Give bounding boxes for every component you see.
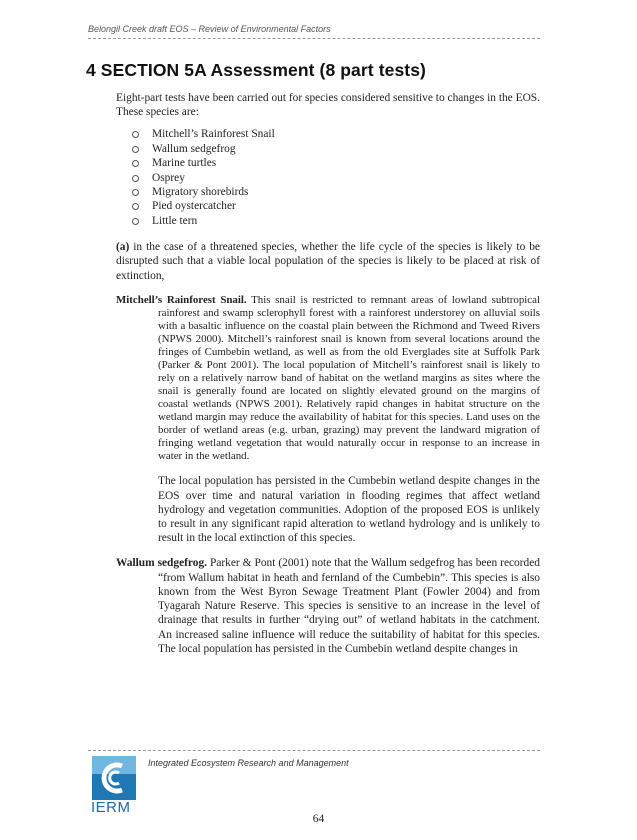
intro-paragraph: Eight-part tests have been carried out for species considered sensitive to changes in the EOS. These species are: (116, 92, 540, 119)
snail-paragraph-1: Mitchell’s Rainforest Snail. This snail is restricted to remnant areas of lowland subtropical rainforest and swamp sclerophyll forest with a rainforest understorey on alluvial soils with a basaltic influence on the coastal plain between the Richmond and Tweed Rivers (NPWS 2000). Mitchell’s rainforest snail is known from several locations around the fringes of Cumbebin wetland, as well as from the old Everglades site at Suffolk Park (Parker & Pont 2001). The local population of Mitchell’s rainforest snail is likely to rely on a relatively narrow band of habitat on the wetland margins as sites where the snail is generally found are located on slightly elevated ground on the margins of coastal wetlands (NPWS 2001). Relatively rapid changes in habitat structure on the wetland margin may reduce the availability of habitat for this species. Land uses on the border of wetland areas (e.g. urban, grazing) may prevent the landward migration of fringing wetland vegetation that would naturally occur in response to an increase in water in the wetland. (116, 293, 540, 463)
list-item: Mitchell’s Rainforest Snail (132, 127, 540, 141)
bullet-icon (132, 175, 139, 182)
section-title: 4 SECTION 5A Assessment (8 part tests) (86, 60, 426, 80)
page-number: 64 (312, 813, 325, 825)
bullet-icon (132, 203, 139, 210)
ierm-logo-icon (92, 756, 136, 800)
bullet-icon (132, 146, 139, 153)
bullet-icon (132, 189, 139, 196)
snail-paragraph-2: The local population has persisted in the Cumbebin wetland despite changes in the EOS over time and natural variation in flooding regimes that affect wetland hydrology and vegetation communities. Adoption of the proposed EOS is unlikely to result in any significant rapid alteration to wetland hydrology and is unlikely to result in the local extinction of this species. (158, 475, 540, 545)
bullet-icon (132, 160, 139, 167)
frog-paragraph-1: Wallum sedgefrog. Parker & Pont (2001) note that the Wallum sedgefrog has been recorded “from Wallum habitat in heath and fernland of the Cumbebin”. This species is also known from the West Byron Sewage Treatment Plant (Fowler 2004) and from Tyagarah Nature Reserve. This species is sensitive to an increase in the level of drainage that results in further “drying out” of wetland habitats in the catchment. An increased saline influence will reduce the suitability of habitat for this species. The local population has persisted in the Cumbebin wetland despite changes in (116, 557, 540, 655)
assessment-wallum-sedgefrog (116, 556, 540, 655)
criterion-a (116, 240, 540, 283)
list-item: Wallum sedgefrog (132, 142, 540, 156)
assessment-mitchells-snail (116, 294, 540, 546)
footer-divider (88, 750, 540, 751)
criterion-text: in the case of a threatened species, whether the life cycle of the species is likely to be disrupted such that a viable local population of the species is likely to be placed at risk of extinction, (116, 241, 540, 282)
snail-heading: Mitchell’s Rainforest Snail. (116, 293, 247, 306)
list-item: Pied oystercatcher (132, 199, 540, 213)
running-header: Belongil Creek draft EOS – Review of Environmental Factors (88, 24, 540, 39)
page-content (88, 60, 540, 656)
list-item: Little tern (132, 214, 540, 228)
bullet-icon (132, 131, 139, 138)
logo-wordmark: IERM (91, 799, 131, 816)
frog-heading: Wallum sedgefrog. (116, 557, 208, 570)
list-item: Osprey (132, 171, 540, 185)
criterion-label: (a) (116, 241, 130, 254)
bullet-icon (132, 218, 139, 225)
list-item: Marine turtles (132, 156, 540, 170)
list-item: Migratory shorebirds (132, 185, 540, 199)
species-list (132, 127, 540, 228)
footer-organisation: Integrated Ecosystem Research and Management (148, 758, 349, 768)
